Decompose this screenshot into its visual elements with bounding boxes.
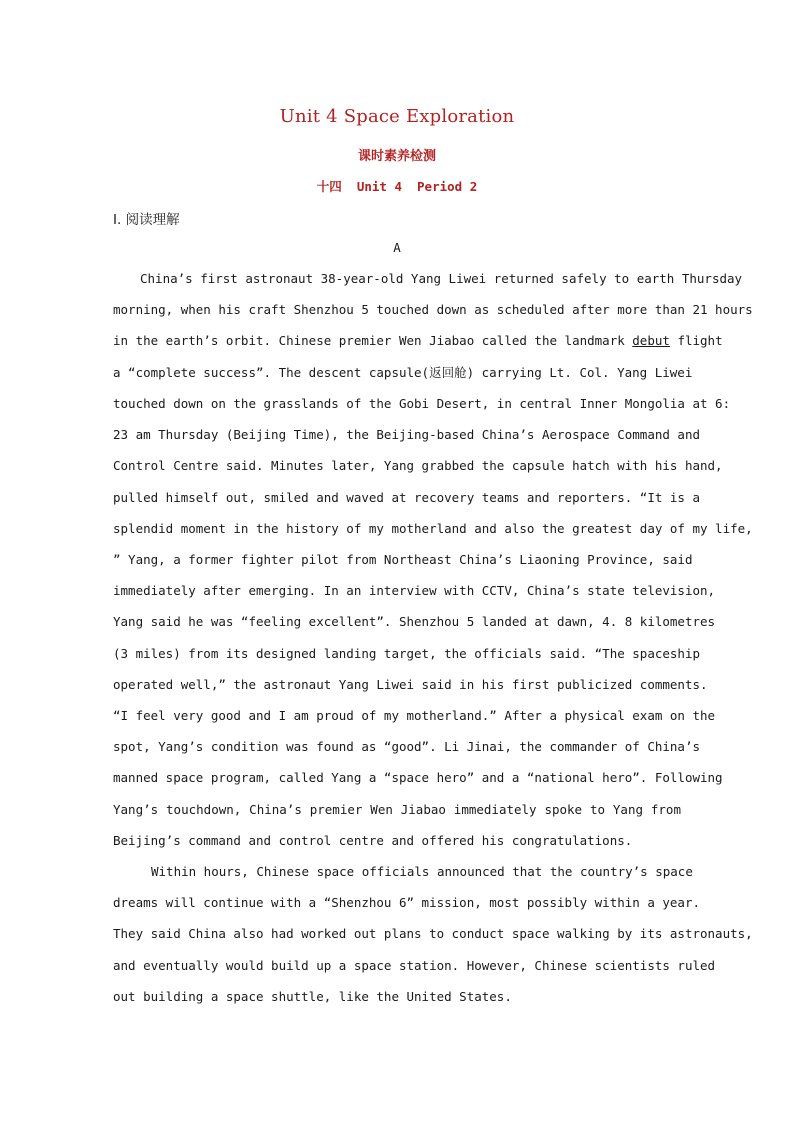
period-heading: 十四 Unit 4 Period 2 — [316, 179, 478, 194]
passage-line: pulled himself out, smiled and waved at recovery teams and reporters. “It is a — [113, 490, 700, 505]
passage-line: Yang’s touchdown, China’s premier Wen Jiabao immediately spoke to Yang from — [113, 802, 681, 817]
passage-line: and eventually would build up a space station. However, Chinese scientists ruled — [113, 958, 716, 973]
passage-line: operated well,” the astronaut Yang Liwei said in his first publicized comments. — [113, 677, 708, 692]
passage-line: Control Centre said. Minutes later, Yang grabbed the capsule hatch with his hand, — [113, 458, 723, 473]
passage-line: 23 am Thursday (Beijing Time), the Beijing-based China’s Aerospace Command and — [113, 427, 700, 442]
passage-line: spot, Yang’s condition was found as “good”. Li Jinai, the commander of China’s — [113, 739, 700, 754]
passage-line: “I feel very good and I am proud of my motherland.” After a physical exam on the — [113, 708, 716, 723]
passage-line: touched down on the grasslands of the Gobi Desert, in central Inner Mongolia at 6: — [113, 396, 731, 411]
document-subtitle: 课时素养检测 — [357, 149, 436, 164]
passage-line: morning, when his craft Shenzhou 5 touched down as scheduled after more than 21 hours — [113, 302, 753, 317]
document-title: Unit 4 Space Exploration — [279, 106, 515, 127]
passage-line: dreams will continue with a “Shenzhou 6” mission, most possibly within a year. — [113, 895, 700, 910]
passage-line: China’s first astronaut 38-year-old Yang Liwei returned safely to earth Thursday — [140, 271, 743, 286]
underlined-word: debut — [632, 333, 670, 348]
passage-line-part: flight — [677, 333, 723, 348]
passage-line: Yang said he was “feeling excellent”. Shenzhou 5 landed at dawn, 4. 8 kilometres — [113, 614, 716, 629]
passage-line: ” Yang, a former fighter pilot from Northeast China’s Liaoning Province, said — [113, 552, 693, 567]
passage-line: They said China also had worked out plans to conduct space walking by its astronauts, — [113, 926, 753, 941]
passage-label: A — [393, 240, 401, 255]
section-heading: Ⅰ. 阅读理解 — [113, 212, 180, 228]
passage-line — [113, 333, 723, 349]
passage-line: splendid moment in the history of my motherland and also the greatest day of my life, — [113, 521, 753, 536]
passage-line: Beijing’s command and control centre and offered his congratulations. — [113, 833, 633, 848]
passage-line-part: in the earth’s orbit. Chinese premier Wen Jiabao called the landmark — [113, 333, 625, 348]
passage-line: immediately after emerging. In an interview with CCTV, China’s state television, — [113, 583, 716, 598]
passage-line: a “complete success”. The descent capsule(返回舱) carrying Lt. Col. Yang Liwei — [113, 365, 693, 380]
passage-line: out building a space shuttle, like the United States. — [113, 989, 512, 1004]
passage-line: Within hours, Chinese space officials announced that the country’s space — [151, 864, 693, 879]
passage-line: (3 miles) from its designed landing target, the officials said. “The spaceship — [113, 646, 700, 661]
passage-line: manned space program, called Yang a “space hero” and a “national hero”. Following — [113, 770, 723, 785]
